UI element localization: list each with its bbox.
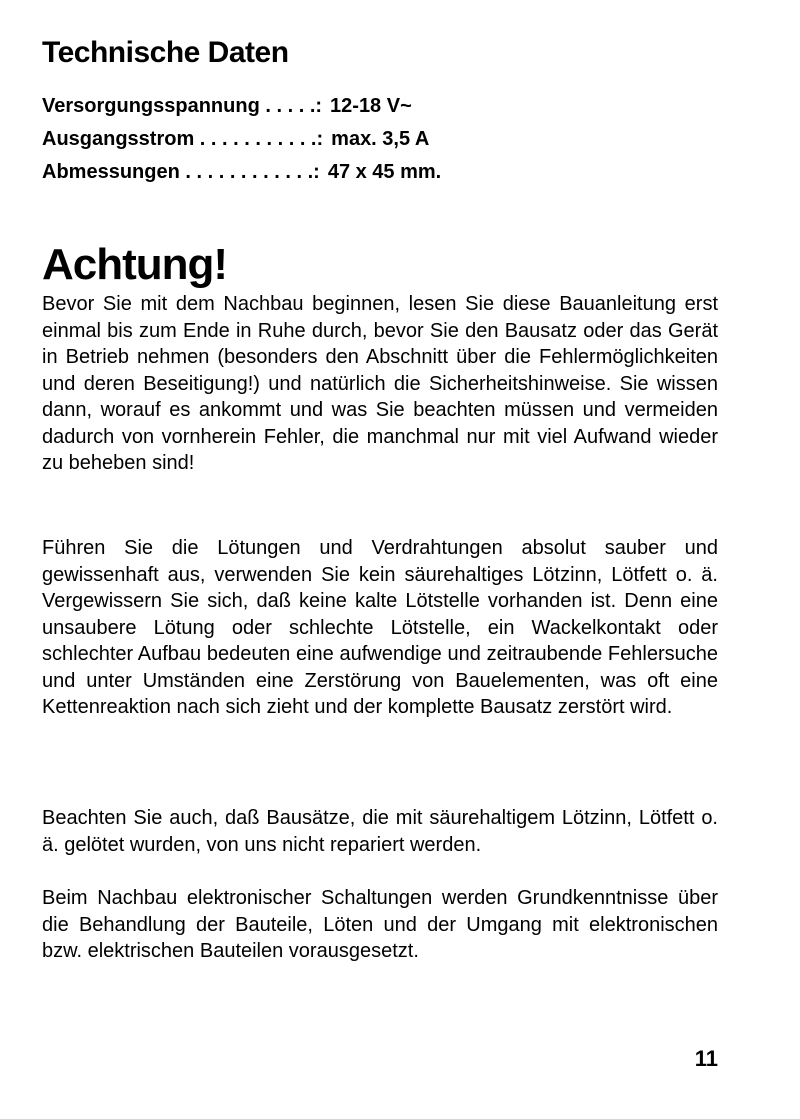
warning-paragraph-prerequisites: Beim Nachbau elektronischer Schaltungen werden Grundkenntnisse über die Behandlung der Bauteile, Löten und der Umgang mit elektronischen bzw. elektrischen Bauteilen vorausgesetzt. [42,887,718,962]
warning-paragraph-no-repair: Beachten Sie auch, daß Bausätze, die mit säurehaltigem Lötzinn, Lötfett o. ä. gelötet wurden, von uns nicht repariert werden. [42,807,718,856]
spec-value: max. 3,5 A [331,128,430,150]
warning-paragraph-read-instructions: Bevor Sie mit dem Nachbau beginnen, lesen Sie diese Bauanleitung erst einmal bis zum Ende in Ruhe durch, bevor Sie den Bausatz oder das Gerät in Betrieb nehmen (besonders den Abschnitt über die Fehlermöglichkeiten und deren Beseitigung!) und natürlich die Sicherheitshinweise. Sie wissen dann, worauf es ankommt und was Sie beachten müssen und vermeiden dadurch von vornherein Fehler, die manchmal nur mit viel Aufwand wieder zu beheben sind! [42,293,718,474]
spec-list [42,90,642,189]
technical-data-heading: Technische Daten [42,36,289,69]
spec-row-supply-voltage [42,90,642,123]
warning-heading: Achtung! [42,240,228,289]
spec-label: Ausgangsstrom . . . . . . . . . . .: [42,128,324,150]
warning-paragraph-soldering: Führen Sie die Lötungen und Verdrahtungen absolut sauber und gewissenhaft aus, verwenden Sie kein säurehaltiges Lötzinn, Lötfett o. ä. Vergewissern Sie sich, daß keine kalte Lötstelle vorhanden ist. Denn eine unsaubere Lötung oder schlechte Lötstelle, ein Wackelkontakt oder schlechter Aufbau bedeuten eine aufwendige und zeitraubende Fehlersuche und unter Umständen eine Zerstörung von Bauelementen, was oft eine Kettenreaktion nach sich zieht und der komplette Bausatz zerstört wird. [42,537,718,718]
page-number: 11 [694,1046,718,1071]
spec-row-output-current [42,123,642,156]
spec-value: 47 x 45 mm. [327,161,442,183]
spec-row-dimensions [42,156,642,189]
spec-value: 12-18 V~ [330,95,412,117]
spec-label: Abmessungen . . . . . . . . . . . .: [42,161,320,183]
spec-label: Versorgungsspannung . . . . .: [42,95,323,117]
